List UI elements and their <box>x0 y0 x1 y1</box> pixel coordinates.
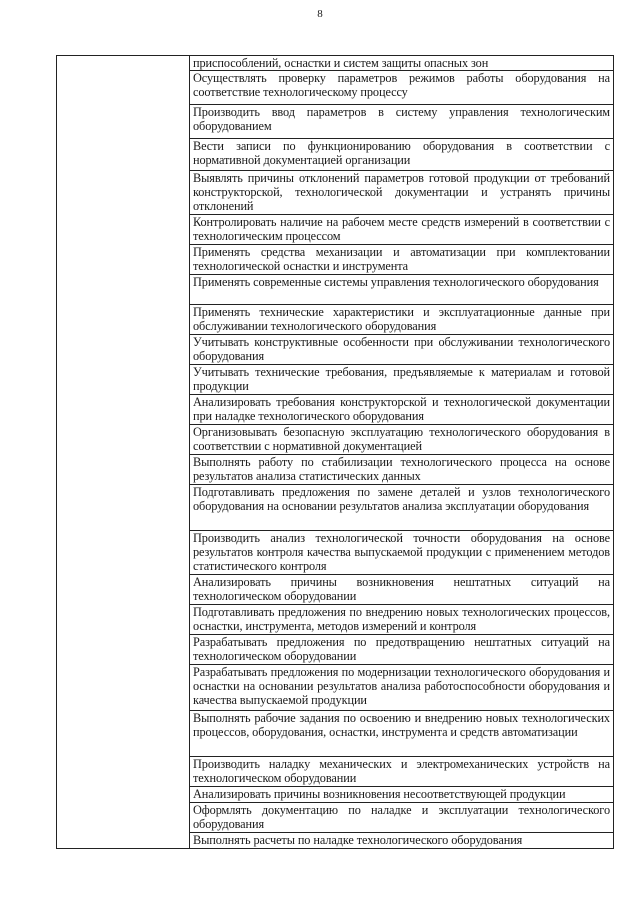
requirement-text: Подготавливать предложения по внедрению новых технологических процессов, оснастки, инструмента, методов измерений и контроля <box>193 605 610 633</box>
requirement-cell <box>190 605 614 635</box>
requirement-cell <box>190 787 614 803</box>
requirement-cell <box>190 665 614 711</box>
requirement-text: Подготавливать предложения по замене деталей и узлов технологического оборудования на основании результатов анализа эксплуатации оборудования <box>193 485 610 513</box>
requirement-text: Вести записи по функционированию оборудования в соответствии с нормативной документацией организации <box>193 139 610 167</box>
requirement-cell <box>190 531 614 575</box>
requirement-text: Выполнять рабочие задания по освоению и внедрению новых технологических процессов, оборудования, оснастки, инструмента и средств автоматизации <box>193 711 610 739</box>
requirement-text: Производить ввод параметров в систему управления технологическим оборудованием <box>193 105 610 133</box>
requirement-cell <box>190 803 614 833</box>
requirement-cell <box>190 56 614 71</box>
requirement-cell <box>190 245 614 275</box>
requirement-cell <box>190 575 614 605</box>
requirement-cell <box>190 105 614 139</box>
requirement-text: Применять современные системы управления технологического оборудования <box>193 275 599 289</box>
requirement-text: Производить наладку механических и электромеханических устройств на технологическом оборудовании <box>193 757 610 785</box>
requirement-text: Анализировать требования конструкторской и технологической документации при наладке технологического оборудования <box>193 395 610 423</box>
requirement-text: Учитывать технические требования, предъявляемые к материалам и готовой продукции <box>193 365 610 393</box>
requirement-text: Анализировать причины возникновения нештатных ситуаций на технологическом оборудовании <box>193 575 610 603</box>
page-number: 8 <box>317 8 323 20</box>
requirement-cell <box>190 833 614 849</box>
requirement-cell <box>190 275 614 305</box>
requirement-text: приспособлений, оснастки и систем защиты опасных зон <box>193 56 489 70</box>
requirement-text: Анализировать причины возникновения несоответствующей продукции <box>193 787 566 801</box>
requirement-text: Выявлять причины отклонений параметров готовой продукции от требований конструкторской, технологической документации и устранять причины отклонений <box>193 171 610 213</box>
requirement-text: Контролировать наличие на рабочем месте средств измерений в соответствии с технологическим процессом <box>193 215 610 243</box>
requirement-cell <box>190 395 614 425</box>
requirement-text: Выполнять работу по стабилизации технологического процесса на основе результатов анализа статистических данных <box>193 455 610 483</box>
requirement-cell <box>190 365 614 395</box>
requirement-cell <box>190 305 614 335</box>
requirement-cell <box>190 455 614 485</box>
requirement-text: Организовывать безопасную эксплуатацию технологического оборудования в соответствии с нормативной документацией <box>193 425 610 453</box>
requirement-cell <box>190 71 614 105</box>
requirement-cell <box>190 635 614 665</box>
requirement-text: Производить анализ технологической точности оборудования на основе результатов контроля качества выпускаемой продукции с применением методов статистического контроля <box>193 531 610 573</box>
requirement-text: Осуществлять проверку параметров режимов работы оборудования на соответствие технологическому процессу <box>193 71 610 99</box>
requirement-cell <box>190 711 614 757</box>
requirement-text: Учитывать конструктивные особенности при обслуживании технологического оборудования <box>193 335 610 363</box>
requirement-text: Разрабатывать предложения по предотвращению нештатных ситуаций на технологическом оборудовании <box>193 635 610 663</box>
requirement-text: Применять технические характеристики и эксплуатационные данные при обслуживании технологического оборудования <box>193 305 610 333</box>
requirement-cell <box>190 757 614 787</box>
requirement-text: Применять средства механизации и автоматизации при комплектовании технологической оснастки и инструмента <box>193 245 610 273</box>
table-row <box>57 56 614 71</box>
requirement-cell <box>190 215 614 245</box>
requirement-text: Оформлять документацию по наладке и эксплуатации технологического оборудования <box>193 803 610 831</box>
requirement-text: Выполнять расчеты по наладке технологического оборудования <box>193 833 523 847</box>
requirement-cell <box>190 485 614 531</box>
requirement-cell <box>190 335 614 365</box>
requirement-cell <box>190 425 614 455</box>
requirement-cell <box>190 139 614 171</box>
empty-left-cell <box>57 56 190 849</box>
skills-table <box>56 55 614 849</box>
requirement-text: Разрабатывать предложения по модернизации технологического оборудования и оснастки на основании результатов анализа работоспособности оборудования и качества выпускаемой продукции <box>193 665 610 707</box>
requirement-cell <box>190 171 614 215</box>
